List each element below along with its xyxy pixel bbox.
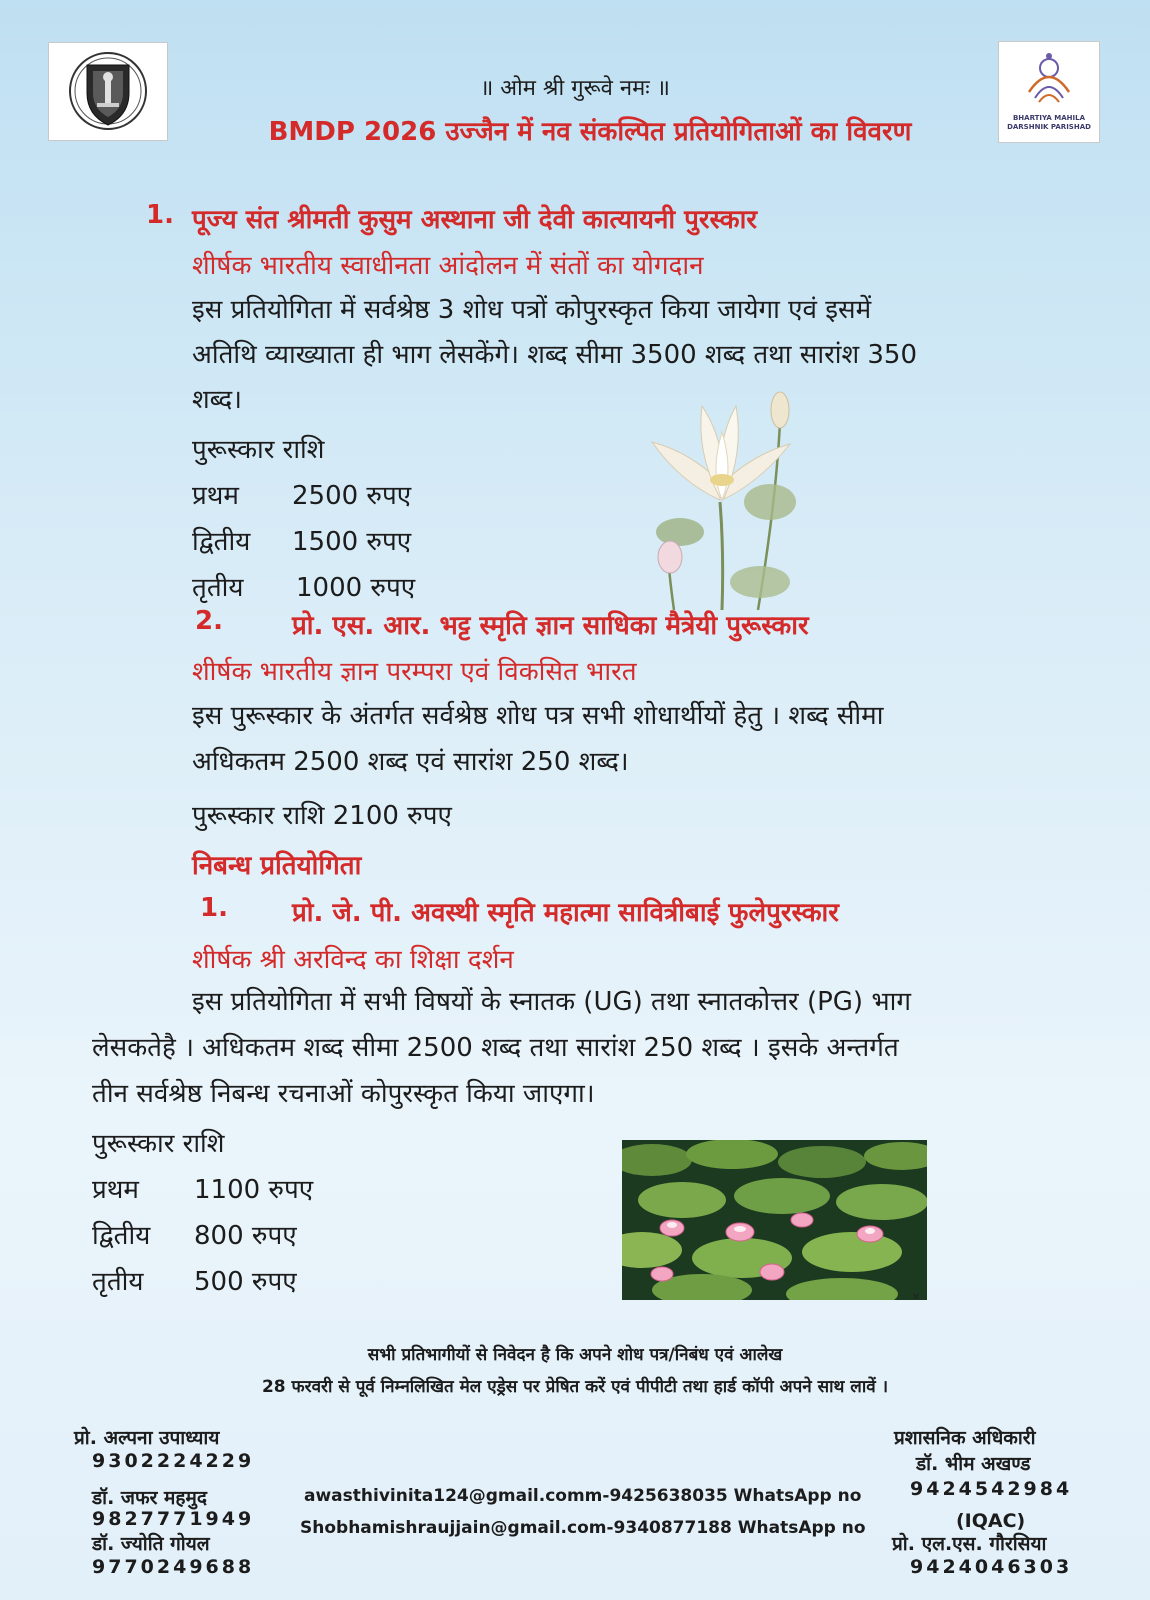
prize-amount: 500 रुपए xyxy=(194,1267,297,1297)
white-lotus-illustration xyxy=(640,382,810,610)
contact-right-phone2: 9424046303 xyxy=(910,1556,1073,1578)
essay-number: 1. xyxy=(200,893,228,923)
water-lily-pond-icon xyxy=(622,1140,927,1300)
contact-left-1-name: प्रो. अल्पना उपाध्याय xyxy=(74,1427,220,1449)
contact-left-2-name: डॉ. जफर महमुद xyxy=(92,1487,207,1509)
prize-amount: 800 रुपए xyxy=(194,1221,297,1251)
section1-prize-first xyxy=(192,476,411,512)
essay-line3: तीन सर्वश्रेष्ठ निबन्ध रचनाओं कोपुरस्कृत किया जाएगा। xyxy=(92,1079,595,1109)
contact-right-name2: प्रो. एल.एस. गौरसिया xyxy=(892,1533,1047,1555)
photo-close-icon[interactable]: ✕ xyxy=(912,1292,921,1303)
invocation-line: ॥ ओम श्री गुरूवे नमः ॥ xyxy=(480,76,670,101)
bmdp-logo-text: BHARTIYA MAHILA DARSHNIK PARISHAD xyxy=(1007,114,1091,131)
essay-line1: इस प्रतियोगिता में सभी विषयों के स्नातक (UG) तथा स्नातकोत्तर (PG) भाग xyxy=(192,987,911,1017)
section1-number: 1. xyxy=(146,200,174,230)
section2-line1: इस पुरूस्कार के अंतर्गत सर्वश्रेष्ठ शोध पत्र सभी शोधार्थीयों हेतु । शब्द सीमा xyxy=(192,701,884,731)
footer-request-line2: 28 फरवरी से पूर्व निम्नलिखित मेल एड्रेस पर प्रेषित करें एवं पीपीटी तथा हार्ड कॉपी अपने साथ लावें । xyxy=(261,1377,889,1397)
contact-left-2-phone: 9827771949 xyxy=(92,1508,255,1530)
water-lily-photo xyxy=(622,1140,927,1300)
contact-right-iqac: (IQAC) xyxy=(956,1510,1026,1532)
section2-subject: शीर्षक भारतीय ज्ञान परम्परा एवं विकसित भारत xyxy=(192,657,637,687)
essay-line2: लेसकतेहै । अधिकतम शब्द सीमा 2500 शब्द तथा सारांश 250 शब्द । इसके अन्तर्गत xyxy=(92,1033,899,1063)
essay-heading: निबन्ध प्रतियोगिता xyxy=(192,851,362,881)
section1-heading: पूज्य संत श्रीमती कुसुम अस्थाना जी देवी कात्यायनी पुरस्कार xyxy=(192,205,758,235)
page-title: BMDP 2026 उज्जैन में नव संकल्पित प्रतियोगिताओं का विवरण xyxy=(268,117,912,147)
prize-amount: 1500 रुपए xyxy=(292,527,412,557)
email-line-2[interactable]: Shobhamishraujjain@gmail.com-9340877188 WhatsApp no xyxy=(300,1518,866,1538)
section1-prize-third xyxy=(192,568,415,604)
essay-title: प्रो. जे. पी. अवस्थी स्मृति महात्मा सावित्रीबाई फुलेपुरस्कार xyxy=(292,898,839,928)
prize-rank: प्रथम xyxy=(192,481,239,511)
section1-line2: अतिथि व्याख्याता ही भाग लेसकेंगे। शब्द सीमा 3500 शब्द तथा सारांश 350 xyxy=(192,340,918,370)
contact-right-name1: डॉ. भीम अखण्ड xyxy=(916,1453,1031,1475)
essay-prize-first xyxy=(92,1170,313,1206)
contact-left-3-name: डॉ. ज्योति गोयल xyxy=(92,1533,210,1555)
section2-heading: प्रो. एस. आर. भट्ट स्मृति ज्ञान साधिका मैत्रेयी पुरूस्कार xyxy=(292,611,809,641)
contact-left-1-phone: 9302224229 xyxy=(92,1450,255,1472)
footer-request-line1: सभी प्रतिभागीयों से निवेदन है कि अपने शोध पत्र/निबंध एवं आलेख xyxy=(367,1345,783,1365)
section1-prize-heading: पुरूस्कार राशि xyxy=(192,435,325,465)
essay-prize-third xyxy=(92,1262,297,1298)
section1-line3: शब्द। xyxy=(192,385,242,415)
section2-number: 2. xyxy=(195,606,223,636)
essay-prize-heading: पुरूस्कार राशि xyxy=(92,1129,225,1159)
section1-prize-second xyxy=(192,522,411,558)
prize-rank: द्वितीय xyxy=(92,1221,151,1251)
contact-left-3-phone: 9770249688 xyxy=(92,1556,255,1578)
lotus-flower-icon xyxy=(640,382,810,610)
prize-rank: प्रथम xyxy=(92,1175,139,1205)
prize-rank: तृतीय xyxy=(192,573,244,603)
essay-subject: शीर्षक श्री अरविन्द का शिक्षा दर्शन xyxy=(192,945,514,975)
prize-rank: द्वितीय xyxy=(192,527,251,557)
email-line-1[interactable]: awasthivinita124@gmail.comm-9425638035 WhatsApp no xyxy=(304,1486,862,1506)
prize-rank: तृतीय xyxy=(92,1267,144,1297)
essay-prize-second xyxy=(92,1216,297,1252)
prize-amount: 1100 रुपए xyxy=(194,1175,314,1205)
section2-line2: अधिकतम 2500 शब्द एवं सारांश 250 शब्द। xyxy=(192,747,629,777)
section2-prize: पुरूस्कार राशि 2100 रुपए xyxy=(192,801,452,831)
prize-amount: 1000 रुपए xyxy=(296,573,416,603)
contact-right-phone1: 9424542984 xyxy=(910,1478,1073,1500)
section1-subject: शीर्षक भारतीय स्वाधीनता आंदोलन में संतों का योगदान xyxy=(192,251,704,281)
prize-amount: 2500 रुपए xyxy=(292,481,412,511)
section1-line1: इस प्रतियोगिता में सर्वश्रेष्ठ 3 शोध पत्रों कोपुरस्कृत किया जायेगा एवं इसमें xyxy=(192,295,872,325)
contact-right-role: प्रशासनिक अधिकारी xyxy=(894,1427,1036,1449)
